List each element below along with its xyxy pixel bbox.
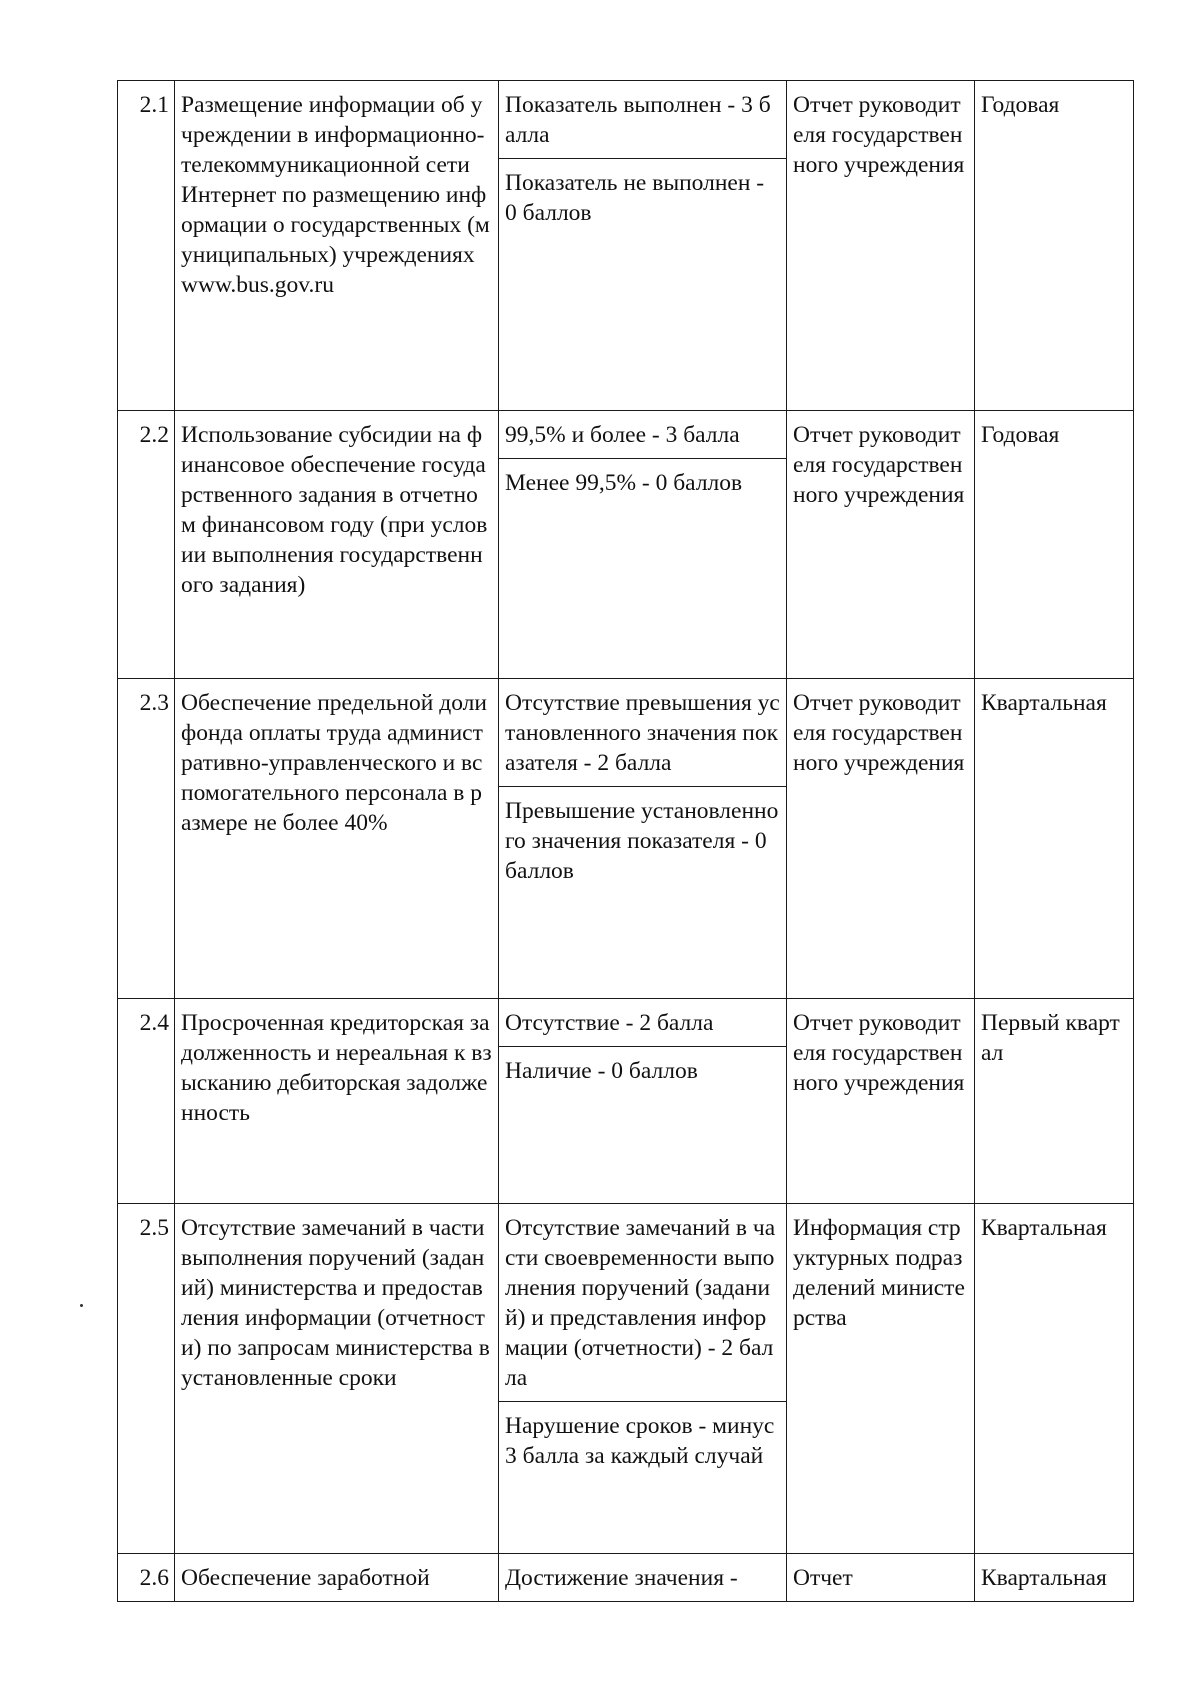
row-number: 2.2 xyxy=(118,411,175,679)
points-option: Наличие - 0 баллов xyxy=(499,1046,786,1094)
points-option: Превышение установленного значения показателя - 0 баллов xyxy=(499,786,786,894)
points-cell xyxy=(499,411,787,679)
period-cell: Квартальная xyxy=(975,1204,1134,1554)
criterion-cell: Использование субсидии на финансовое обеспечение государственного задания в отчетном финансовом году (при условии выполнения государственного задания) xyxy=(175,411,499,679)
points-option: Достижение значения - xyxy=(505,1565,738,1591)
period-cell: Квартальная xyxy=(975,1554,1134,1602)
points-cell xyxy=(499,1204,787,1554)
points-option: Показатель не выполнен - 0 баллов xyxy=(499,158,786,236)
points-cell xyxy=(499,81,787,411)
period-cell: Годовая xyxy=(975,411,1134,679)
row-number: 2.3 xyxy=(118,679,175,999)
row-number: 2.5 xyxy=(118,1204,175,1554)
table-row xyxy=(118,1554,1134,1602)
source-cell: Отчет руководителя государственного учреждения xyxy=(787,81,975,411)
period-cell: Квартальная xyxy=(975,679,1134,999)
points-option: Менее 99,5% - 0 баллов xyxy=(499,458,786,506)
points-cell xyxy=(499,1554,787,1602)
source-cell: Отчет руководителя государственного учреждения xyxy=(787,999,975,1204)
table-row xyxy=(118,999,1134,1204)
source-cell: Отчет руководителя государственного учреждения xyxy=(787,411,975,679)
points-option: Отсутствие замечаний в части своевременности выполнения поручений (заданий) и представления информации (отчетности) - 2 балла xyxy=(505,1215,776,1391)
criteria-table-body xyxy=(118,81,1134,1602)
points-option: 99,5% и более - 3 балла xyxy=(505,422,740,448)
table-row xyxy=(118,679,1134,999)
table-row xyxy=(118,1204,1134,1554)
criterion-cell: Обеспечение предельной доли фонда оплаты труда административно-управленческого и вспомогательного персонала в размере не более 40% xyxy=(175,679,499,999)
criteria-table xyxy=(117,80,1134,1602)
criterion-cell: Отсутствие замечаний в части выполнения поручений (заданий) министерства и предоставления информации (отчетности) по запросам министерства в установленные сроки xyxy=(175,1204,499,1554)
criterion-cell: Просроченная кредиторская задолженность и нереальная к взысканию дебиторская задолженность xyxy=(175,999,499,1204)
period-cell: Годовая xyxy=(975,81,1134,411)
row-number: 2.6 xyxy=(118,1554,175,1602)
row-number: 2.4 xyxy=(118,999,175,1204)
source-cell: Отчет руководителя государственного учреждения xyxy=(787,679,975,999)
points-option: Показатель выполнен - 3 балла xyxy=(505,92,771,148)
row-number: 2.1 xyxy=(118,81,175,411)
points-option: Нарушение сроков - минус 3 балла за каждый случай xyxy=(499,1401,786,1479)
points-option: Отсутствие - 2 балла xyxy=(505,1010,714,1036)
source-cell: Отчет xyxy=(787,1554,975,1602)
margin-dot xyxy=(80,1304,83,1307)
table-row xyxy=(118,411,1134,679)
source-cell: Информация структурных подразделений министерства xyxy=(787,1204,975,1554)
criterion-cell: Размещение информации об учреждении в информационно-телекоммуникационной сети Интернет по размещению информации о государственных (муниципальных) учреждениях www.bus.gov.ru xyxy=(175,81,499,411)
points-cell xyxy=(499,679,787,999)
table-row xyxy=(118,81,1134,411)
points-cell xyxy=(499,999,787,1204)
period-cell: Первый квартал xyxy=(975,999,1134,1204)
points-option: Отсутствие превышения установленного значения показателя - 2 балла xyxy=(505,690,780,776)
criterion-cell: Обеспечение заработной xyxy=(175,1554,499,1602)
